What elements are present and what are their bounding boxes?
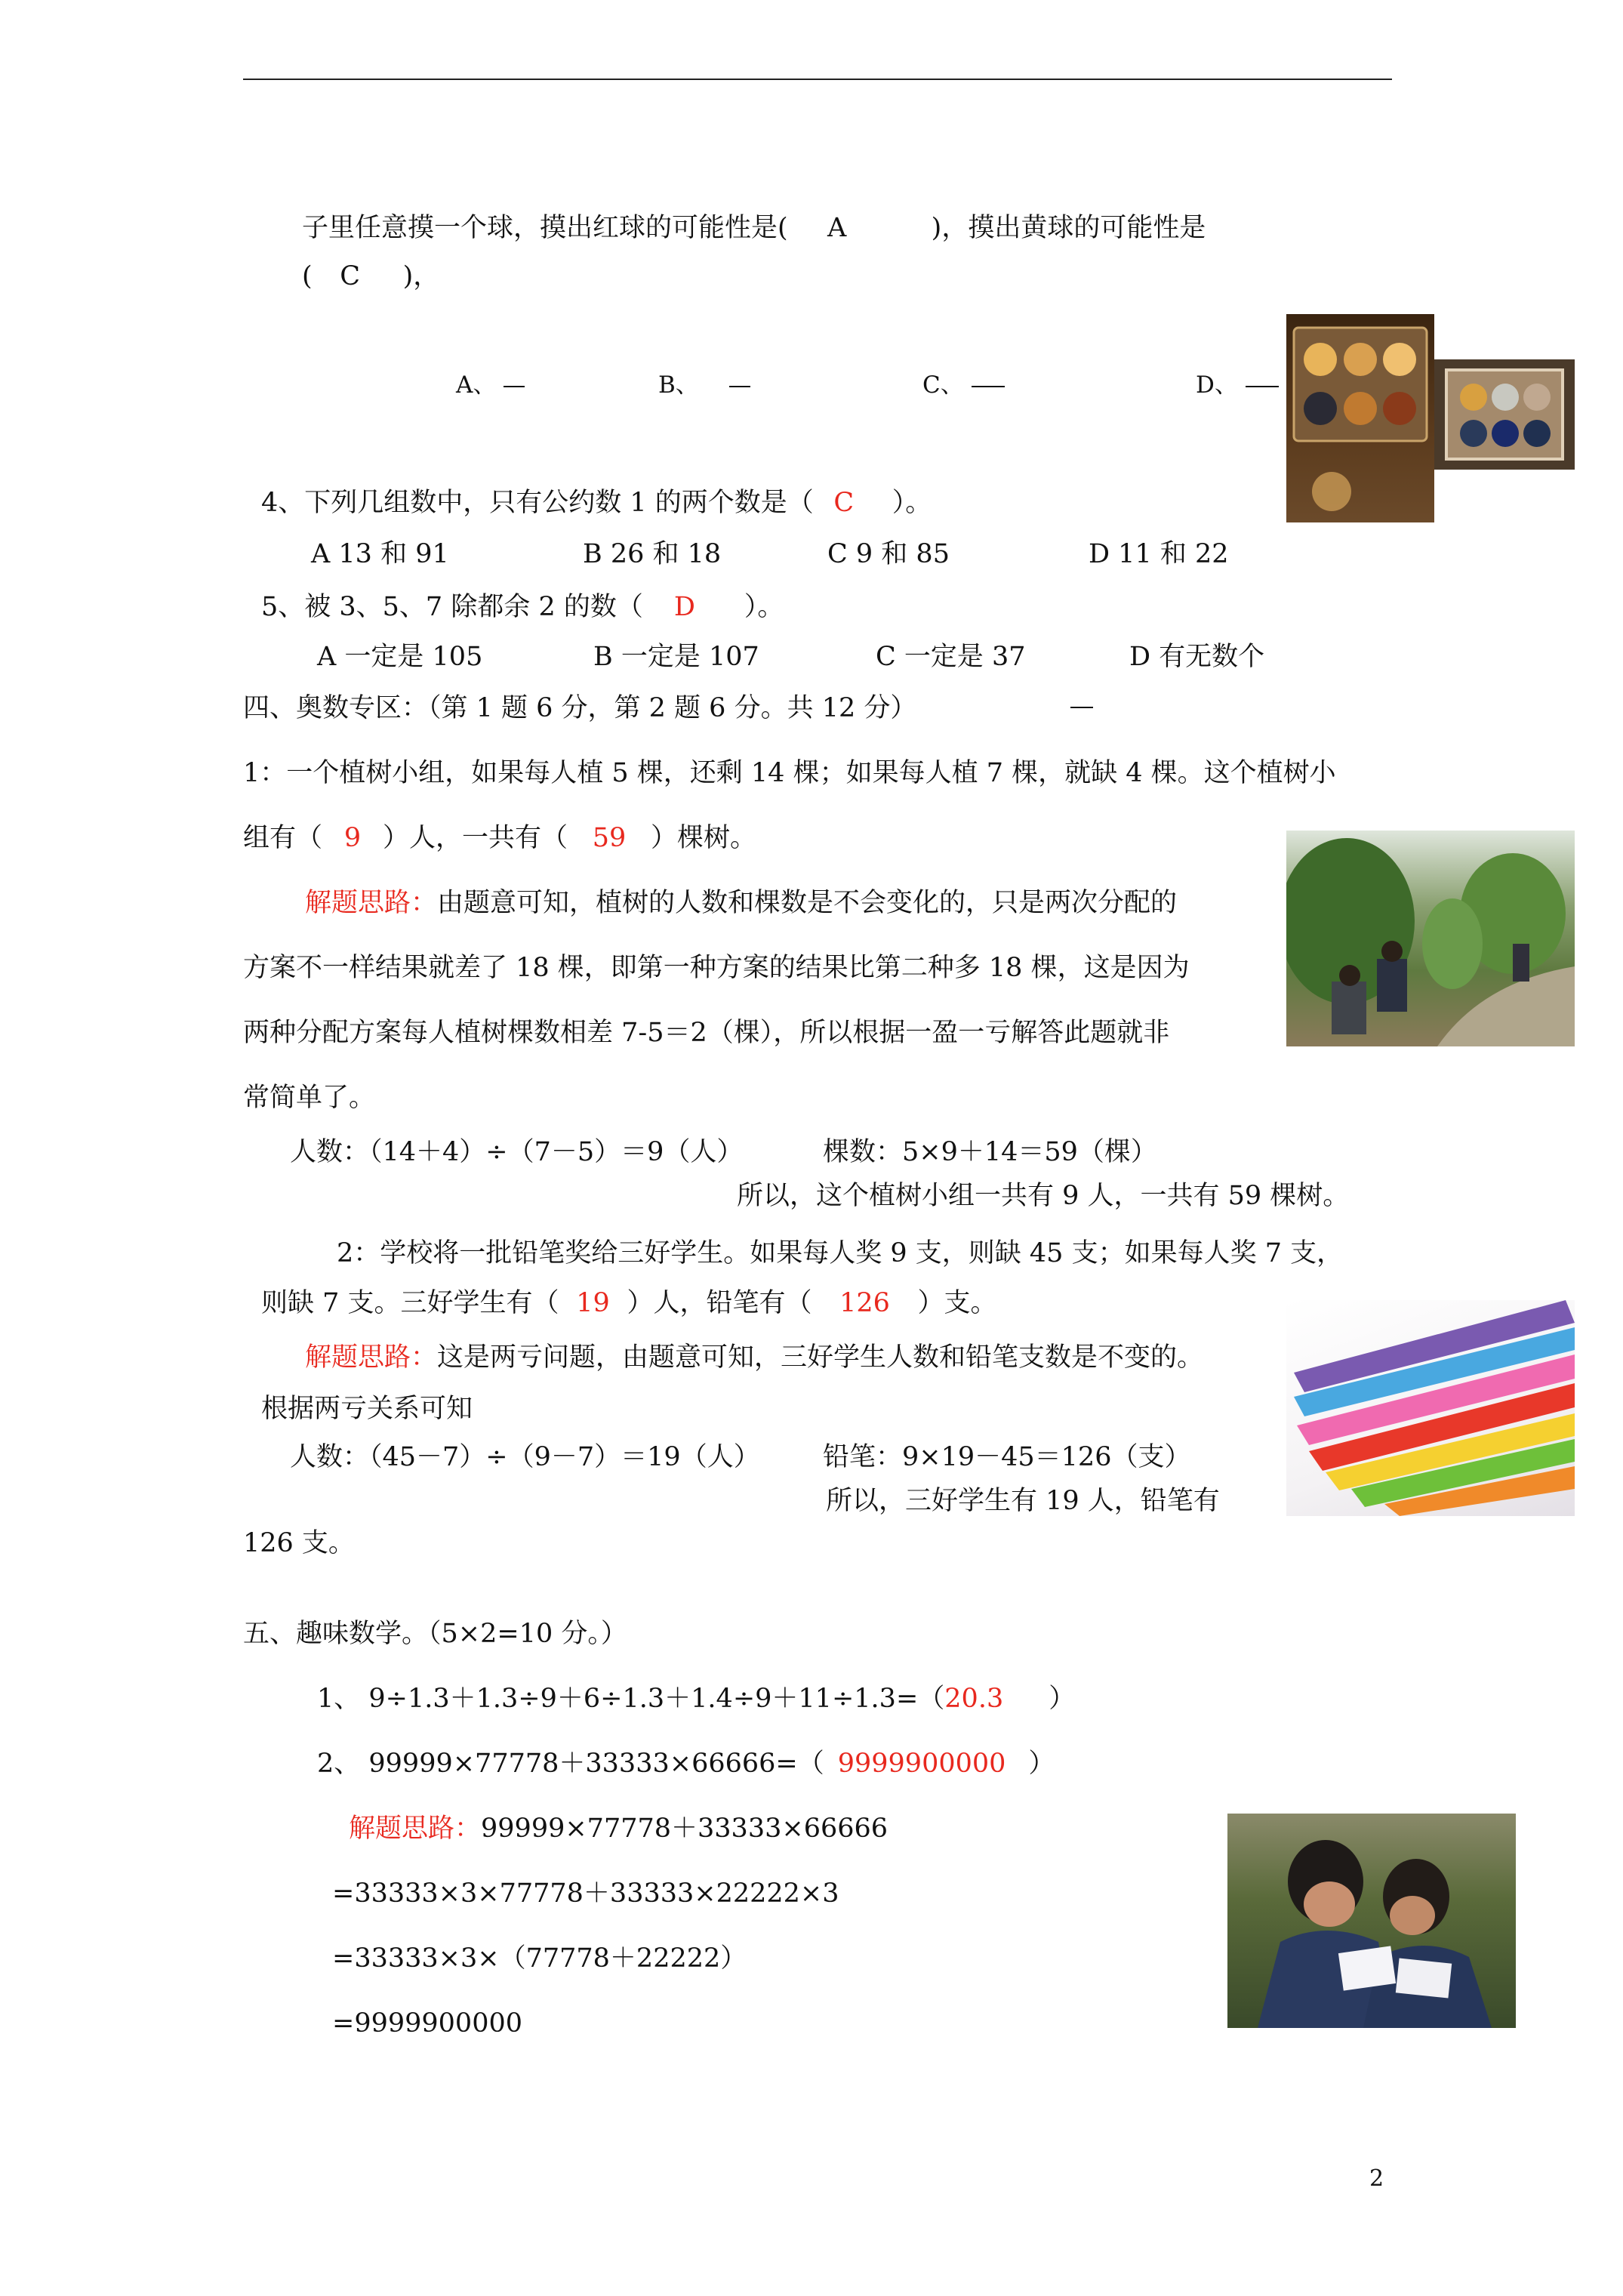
fraction-bar [1246, 386, 1279, 387]
s5-q1 [317, 1681, 1075, 1717]
q4-answer: C [833, 488, 855, 518]
q4-option-b: B 26 和 18 [583, 539, 722, 569]
s4-p2-line2-c: ）支。 [917, 1288, 997, 1318]
s4-p1-conclusion: 所以，这个植树小组一共有 9 人，一共有 59 棵树。 [737, 1181, 1350, 1211]
q5-text-a: 5、被 3、5、7 除都余 2 的数（ [261, 592, 643, 622]
q4-text-a: 4、下列几组数中，只有公约数 1 的两个数是（ [261, 488, 814, 518]
s4-p1-line2-c: ）棵树。 [651, 823, 757, 853]
students-illustration [1227, 1814, 1516, 2028]
tree-planting-photo [1286, 831, 1575, 1046]
fraction-bar [972, 386, 1005, 387]
s4-p2-line1: 2：学校将一批铅笔奖给三好学生。如果每人奖 9 支，则缺 45 支；如果每人奖 7 支， [337, 1238, 1344, 1268]
s4-p1-line1: 1：一个植树小组，如果每人植 5 棵，还剩 14 棵；如果每人植 7 棵，就缺 4 棵。这个植树小 [243, 758, 1336, 788]
q3-option-a [456, 368, 525, 402]
s5-q2-answer: 9999900000 [837, 1749, 1006, 1779]
q5-option-b: B 一定是 107 [593, 642, 759, 672]
s4-p2-conclusion-a: 所以，三好学生有 19 人，铅笔有 [826, 1486, 1220, 1516]
q3-line2-text-a: ( [302, 261, 313, 291]
section5-title: 五、趣味数学。（5×2=10 分。） [243, 1619, 627, 1649]
s4-p1-hint-line1 [305, 885, 1177, 921]
q3-option-c [922, 368, 1005, 402]
s5-q2-text-a: 2、 99999×77778＋33333×66666=（ [317, 1749, 824, 1779]
colored-pencils-illustration [1286, 1300, 1575, 1516]
s4-p1-hint-text1: 由题意可知，植树的人数和棵数是不会变化的，只是两次分配的 [437, 888, 1178, 918]
q5-text-b: ）。 [744, 592, 784, 622]
s4-p1-calc-trees: 棵数：5×9＋14＝59（棵） [823, 1137, 1157, 1167]
q3-answer1: A [827, 213, 847, 243]
q5-line [261, 589, 784, 625]
s4-p2-hint-text1: 这是两亏问题，由题意可知，三好学生人数和铅笔支数是不变的。 [437, 1342, 1204, 1373]
q3-option-b-label: B、 [658, 371, 699, 399]
s4-p1-answer2: 59 [592, 823, 627, 853]
q4-line [261, 485, 932, 521]
q3-option-a-label: A、 [456, 371, 497, 399]
fraction-bar [504, 386, 525, 387]
q5-option-a: A 一定是 105 [317, 642, 483, 672]
s5-step3: =9999900000 [332, 2008, 523, 2039]
balls-photo-small [1434, 359, 1575, 470]
balls-photo-large [1286, 314, 1434, 522]
pencils-photo [1286, 1300, 1575, 1516]
q3-line2 [302, 258, 439, 294]
s4-p2-line2-a: 则缺 7 支。三好学生有（ [261, 1288, 559, 1318]
s5-q2 [317, 1746, 1055, 1782]
q3-answer2: C [340, 261, 361, 291]
s4-p2-hint-line2: 根据两亏关系可知 [261, 1394, 473, 1424]
s4-p1-hint-line3: 两种分配方案每人植树棵数相差 7-5＝2（棵），所以根据一盈一亏解答此题就非 [243, 1018, 1170, 1048]
s4-p1-line2-b: ）人，一共有（ [383, 823, 568, 853]
page-number: 2 [1369, 2165, 1384, 2192]
s4-p2-answer1: 19 [576, 1288, 610, 1318]
s5-q1-answer: 20.3 [944, 1684, 1004, 1714]
s4-p1-calc-people: 人数：（14＋4）÷（7－5）＝9（人） [290, 1137, 744, 1167]
balls-illustration [1286, 314, 1434, 522]
q3-line1-text-a: 子里任意摸一个球，摸出红球的可能性是( [302, 213, 788, 243]
fraction-bar [1070, 707, 1093, 708]
s4-p2-answer2: 126 [839, 1288, 890, 1318]
s4-p2-conclusion-b: 126 支。 [243, 1528, 355, 1558]
s5-hint-label: 解题思路： [349, 1814, 482, 1844]
s4-p2-hint-line1 [305, 1339, 1203, 1376]
tree-planting-illustration [1286, 831, 1575, 1046]
q3-option-c-label: C、 [922, 371, 964, 399]
q3-line2-text-b: )， [402, 261, 440, 291]
s5-step2: =33333×3×（77778＋22222） [332, 1943, 747, 1974]
s4-p1-hint-line4: 常简单了。 [243, 1083, 376, 1113]
s4-p1-line2-a: 组有（ [243, 823, 323, 853]
s5-q2-text-b: ） [1028, 1749, 1055, 1779]
s4-p2-calc-people: 人数：（45－7）÷（9－7）＝19（人） [290, 1442, 760, 1472]
q4-option-a: A 13 和 91 [311, 539, 449, 569]
q4-option-c: C 9 和 85 [827, 539, 950, 569]
s4-p1-line2 [243, 820, 756, 856]
students-photo [1227, 1814, 1516, 2028]
s4-p1-hint-label: 解题思路： [305, 888, 438, 918]
s5-hint-expr: 99999×77778＋33333×66666 [481, 1814, 888, 1844]
q4-text-b: ）。 [892, 488, 932, 518]
q4-option-d: D 11 和 22 [1089, 539, 1229, 569]
s4-p1-answer1: 9 [343, 823, 362, 853]
s4-p2-calc-pencils: 铅笔：9×19－45＝126（支） [823, 1442, 1191, 1472]
balls-box-illustration [1434, 359, 1575, 470]
s4-p1-hint-line2: 方案不一样结果就差了 18 棵，即第一种方案的结果比第二种多 18 棵，这是因为 [243, 953, 1190, 983]
s4-p2-line2 [261, 1285, 997, 1321]
s5-q1-text-a: 1、 9÷1.3＋1.3÷9＋6÷1.3＋1.4÷9＋11÷1.3=（ [317, 1684, 945, 1714]
s5-q1-text-b: ） [1049, 1684, 1076, 1714]
s4-p2-hint-label: 解题思路： [305, 1342, 438, 1373]
s4-p2-line2-b: ）人，铅笔有（ [627, 1288, 812, 1318]
s5-hint [349, 1811, 888, 1847]
q3-option-d-label: D、 [1196, 371, 1238, 399]
s5-step1: =33333×3×77778＋33333×22222×3 [332, 1878, 839, 1909]
section4-title: 四、奥数专区：（第 1 题 6 分，第 2 题 6 分。共 12 分） [243, 693, 917, 723]
q3-line1 [302, 210, 1206, 246]
q5-option-c: C 一定是 37 [876, 642, 1026, 672]
q5-answer: D [673, 592, 695, 622]
header-rule [243, 79, 1392, 80]
q3-option-b [658, 368, 750, 402]
q3-option-d [1196, 368, 1279, 402]
fraction-bar [729, 386, 750, 387]
q3-line1-text-b: )，摸出黄球的可能性是 [931, 213, 1206, 243]
q5-option-d: D 有无数个 [1129, 642, 1265, 672]
